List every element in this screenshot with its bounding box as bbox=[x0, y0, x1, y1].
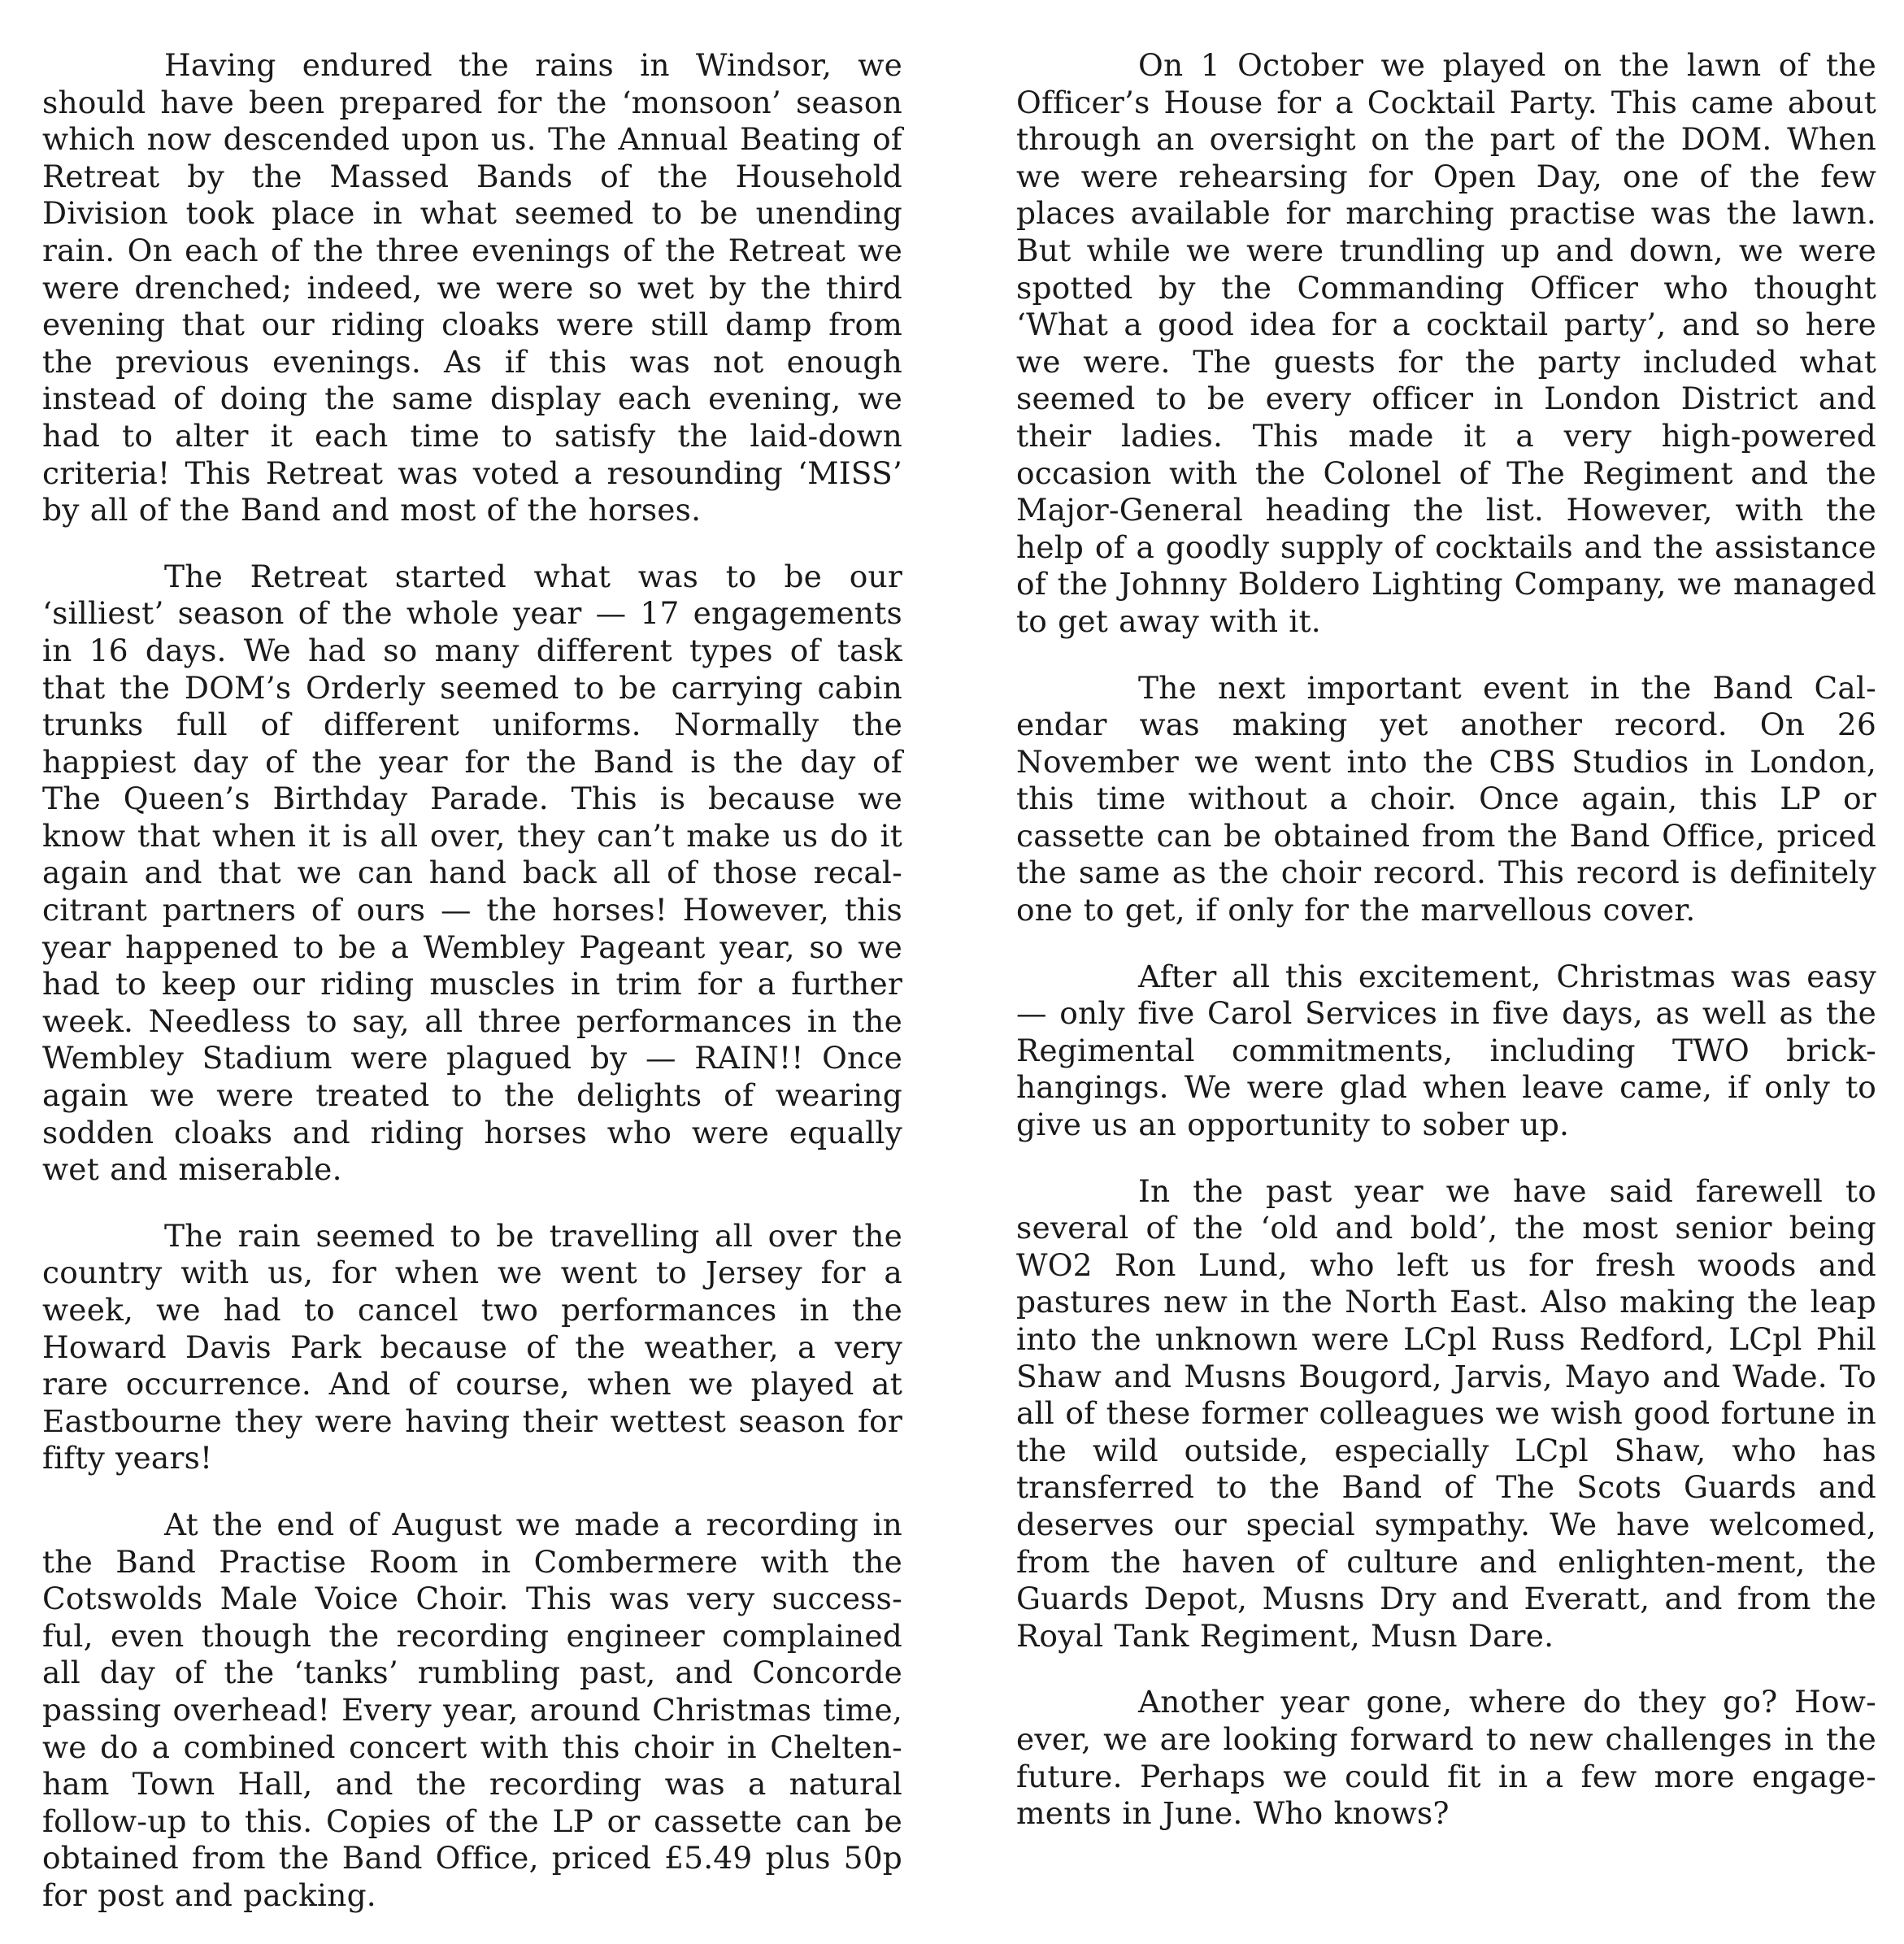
paragraph-august-recording: At the end of August we made a recording in the Band Practise Room in Combermere with the Cotswolds Male Voice Choir. This was very success-ful, even though the recording engineer complained all day of the ‘tanks’ rumbling past, and Concorde passing overhead! Every year, around Christmas time, we do a combined concert with this choir in Chelten-ham Town Hall, and the recording was a natural follow-up to this. Copies of the LP or cassette can be obtained from the Band Office, priced £5.49 plus 50p for post and packing. bbox=[42, 1506, 902, 1913]
paragraph-silliest-season: The Retreat started what was to be our ‘silliest’ season of the whole year — 17 engagements in 16 days. We had so many different types of task that the DOM’s Orderly seemed to be carrying cabin trunks full of different uniforms. Normally the happiest day of the year for the Band is the day of The Queen’s Birthday Parade. This is because we know that when it is all over, they can’t make us do it again and that we can hand back all of those recal-citrant partners of ours — the horses! However, this year happened to be a Wembley Pageant year, so we had to keep our riding muscles in trim for a further week. Needless to say, all three performances in the Wembley Stadium were plagued by — RAIN!! Once again we were treated to the delights of wearing sodden cloaks and riding horses who were equally wet and miserable. bbox=[42, 558, 902, 1188]
paragraph-christmas: After all this excitement, Christmas was easy — only five Carol Services in five days, as well as the Regimental commitments, including TWO brick-hangings. We were glad when leave came, if only to give us an opportunity to sober up. bbox=[1016, 958, 1876, 1143]
paragraph-jersey-rain: The rain seemed to be travelling all over the country with us, for when we went to Jersey for a week, we had to cancel two performances in the Howard Davis Park because of the weather, a very rare occurrence. And of course, when we played at Eastbourne they were having their wettest season for fifty years! bbox=[42, 1217, 902, 1476]
paragraph-cbs-record: The next important event in the Band Cal-endar was making yet another record. On 26 November we went into the CBS Studios in London, this time without a choir. Once again, this LP or cassette can be obtained from the Band Office, priced the same as the choir record. This record is definitely one to get, if only for the marvellous cover. bbox=[1016, 669, 1876, 929]
left-column bbox=[42, 47, 902, 1944]
paragraph-farewells: In the past year we have said farewell to several of the ‘old and bold’, the most senior being WO2 Ron Lund, who left us for fresh woods and pastures new in the North East. Also making the leap into the unknown were LCpl Russ Redford, LCpl Phil Shaw and Musns Bougord, Jarvis, Mayo and Wade. To all of these former colleagues we wish good fortune in the wild outside, especially LCpl Shaw, who has transferred to the Band of The Scots Guards and deserves our special sympathy. We have welcomed, from the haven of culture and enlighten-ment, the Guards Depot, Musns Dry and Everatt, and from the Royal Tank Regiment, Musn Dare. bbox=[1016, 1172, 1876, 1654]
right-column bbox=[1016, 47, 1876, 1862]
paragraph-cocktail-party: On 1 October we played on the lawn of the Officer’s House for a Cocktail Party. This came about through an oversight on the part of the DOM. When we were rehearsing for Open Day, one of the few places available for marching practise was the lawn. But while we were trundling up and down, we were spotted by the Commanding Officer who thought ‘What a good idea for a cocktail party’, and so here we were. The guests for the party included what seemed to be every officer in London District and their ladies. This made it a very high-powered occasion with the Colonel of The Regiment and the Major-General heading the list. However, with the help of a goodly supply of cocktails and the assistance of the Johnny Boldero Lighting Company, we managed to get away with it. bbox=[1016, 47, 1876, 639]
paragraph-windsor-rains: Having endured the rains in Windsor, we should have been prepared for the ‘monsoon’ season which now descended upon us. The Annual Beating of Retreat by the Massed Bands of the Household Division took place in what seemed to be unending rain. On each of the three evenings of the Retreat we were drenched; indeed, we were so wet by the third evening that our riding cloaks were still damp from the previous evenings. As if this was not enough instead of doing the same display each evening, we had to alter it each time to satisfy the laid-down criteria! This Retreat was voted a resounding ‘MISS’ by all of the Band and most of the horses. bbox=[42, 47, 902, 528]
paragraph-another-year: Another year gone, where do they go? How-ever, we are looking forward to new challenges in the future. Perhaps we could fit in a few more engage-ments in June. Who knows? bbox=[1016, 1684, 1876, 1832]
